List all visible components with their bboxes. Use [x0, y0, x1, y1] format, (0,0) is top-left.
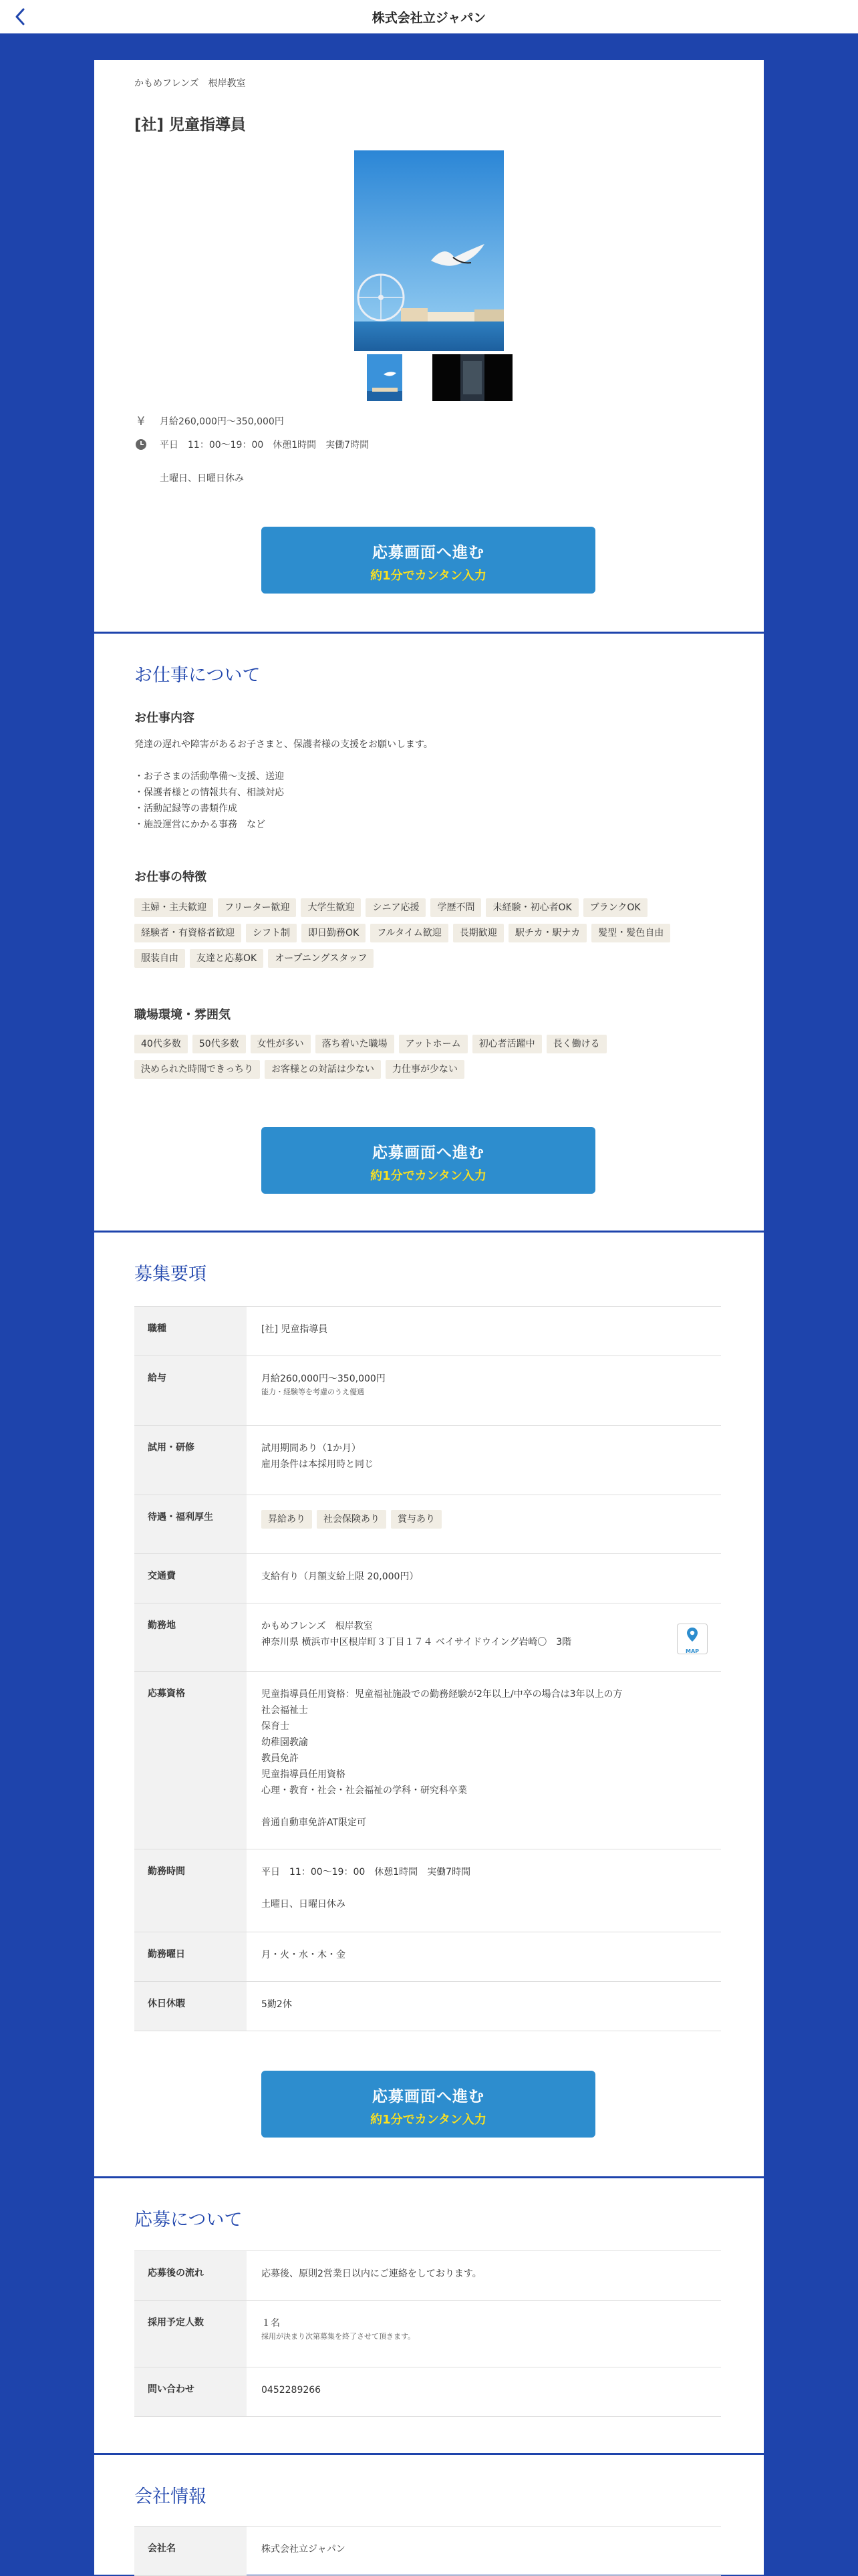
- row-value: 試用期間あり（1か月） 雇用条件は本採用時と同じ: [247, 1426, 721, 1495]
- apply-button[interactable]: [261, 2071, 595, 2138]
- apply-button-label: 応募画面へ進む: [372, 2088, 484, 2105]
- feature-tag: 即日勤務OK: [301, 924, 366, 942]
- clock-icon: [134, 438, 148, 451]
- salary-note: 能力・経験等を考慮のうえ優遇: [261, 1388, 364, 1396]
- application-table: [134, 2250, 721, 2417]
- row-label: 給与: [134, 1356, 247, 1426]
- feature-tag: 大学生歓迎: [301, 898, 361, 917]
- hiring-note: 採用が決まり次第募集を終了させて頂きます。: [261, 2332, 416, 2341]
- table-row: [134, 1307, 721, 1356]
- application-heading: 応募について: [134, 2210, 243, 2230]
- work-section: [94, 634, 764, 1231]
- table-row: [134, 1554, 721, 1603]
- top-bar: [0, 0, 858, 33]
- map-label: MAP: [685, 1648, 699, 1654]
- benefit-tag: 昇給あり: [261, 1510, 312, 1529]
- row-value: 応募後、原則2営業日以内にご連絡をしております。: [247, 2251, 721, 2301]
- row-value: 5勤2休: [247, 1982, 721, 2031]
- features-tags: [134, 898, 722, 968]
- row-value: 児童指導員任用資格：児童福祉施設での勤務経験が2年以上/中卒の場合は3年以上の方 社会福祉士 保育士 幼稚園教諭 教員免許 児童指導員任用資格 心理・教育・社会・社会福祉の学科・研究科卒業 普通自動車免許AT限定可: [247, 1672, 721, 1849]
- application-section: [94, 2178, 764, 2453]
- row-label: 応募後の流れ: [134, 2251, 247, 2301]
- feature-tag: ブランクOK: [583, 898, 648, 917]
- environment-tag: 力仕事が少ない: [386, 1060, 464, 1079]
- row-label: 試用・研修: [134, 1426, 247, 1495]
- table-row: [134, 2301, 721, 2367]
- table-row: [134, 1932, 721, 1982]
- feature-tag: 未経験・初心者OK: [486, 898, 578, 917]
- holiday-text: 土曜日、日曜日休み: [160, 473, 244, 484]
- apply-button-sublabel: 約1分でカンタン入力: [370, 1169, 486, 1183]
- map-button[interactable]: [677, 1624, 708, 1654]
- benefit-tag: 社会保険あり: [317, 1510, 386, 1529]
- job-summary-card: [94, 60, 764, 632]
- apply-button[interactable]: [261, 527, 595, 594]
- row-label: 交通費: [134, 1554, 247, 1603]
- thumbnail-2[interactable]: [432, 354, 513, 401]
- feature-tag: シフト制: [246, 924, 297, 942]
- main-photo: [354, 150, 504, 351]
- row-label: 採用予定人数: [134, 2301, 247, 2367]
- company-heading: 会社情報: [134, 2486, 206, 2507]
- row-label: 会社名: [134, 2527, 247, 2576]
- salary-text: 月給260,000円〜350,000円: [160, 416, 284, 427]
- hours-text: 平日 11：00〜19：00 休憩1時間 実働7時間: [160, 440, 370, 450]
- environment-tag: 決められた時間できっちり: [134, 1060, 260, 1079]
- breadcrumb: かもめフレンズ 根岸教室: [134, 78, 246, 89]
- feature-tag: 主婦・主夫歓迎: [134, 898, 213, 917]
- thumbnail-1[interactable]: [367, 354, 402, 401]
- row-value: [社] 児童指導員: [247, 1307, 721, 1356]
- feature-tag: シニア応援: [366, 898, 426, 917]
- apply-button[interactable]: [261, 1127, 595, 1194]
- table-row: [134, 1426, 721, 1495]
- salary-row: [134, 414, 284, 428]
- environment-tag: 初心者活躍中: [472, 1035, 542, 1053]
- feature-tag: フルタイム歓迎: [370, 924, 448, 942]
- apply-button-label: 応募画面へ進む: [372, 1144, 484, 1162]
- row-value: 株式会社立ジャパン: [247, 2527, 721, 2576]
- back-chevron-icon[interactable]: [9, 6, 31, 27]
- table-row: [134, 2527, 721, 2576]
- row-value: 平日 11：00〜19：00 休憩1時間 実働7時間 土曜日、日曜日休み: [247, 1849, 721, 1932]
- environment-tag: お客様との対話は少ない: [265, 1060, 381, 1079]
- row-label: 勤務時間: [134, 1849, 247, 1932]
- company-table: [134, 2526, 721, 2576]
- requirements-section: [94, 1233, 764, 2176]
- feature-tag: 髪型・髪色自由: [591, 924, 670, 942]
- environment-tag: アットホーム: [399, 1035, 468, 1053]
- row-label: 応募資格: [134, 1672, 247, 1849]
- row-label: 勤務曜日: [134, 1932, 247, 1982]
- environment-tag: 40代多数: [134, 1035, 188, 1053]
- feature-tag: オープニングスタッフ: [268, 949, 374, 968]
- feature-tag: 駅チカ・駅ナカ: [509, 924, 587, 942]
- work-heading: お仕事について: [134, 665, 261, 686]
- feature-tag: 服装自由: [134, 949, 185, 968]
- row-value: 支給有り（月額支給上限 20,000円）: [247, 1554, 721, 1603]
- benefit-tag: 賞与あり: [391, 1510, 442, 1529]
- row-label: 勤務地: [134, 1603, 247, 1672]
- row-value: 月・火・水・木・金: [247, 1932, 721, 1982]
- page-title: 株式会社立ジャパン: [372, 10, 486, 25]
- requirements-table: [134, 1306, 721, 2031]
- work-content-heading: お仕事内容: [134, 711, 194, 725]
- yen-icon: ¥: [137, 414, 145, 428]
- environment-heading: 職場環境・雰囲気: [134, 1008, 231, 1022]
- table-row: [134, 2251, 721, 2301]
- job-title: [社] 児童指導員: [134, 116, 247, 134]
- requirements-heading: 募集要項: [134, 1264, 206, 1285]
- row-label: 問い合わせ: [134, 2367, 247, 2417]
- table-row: [134, 1603, 721, 1672]
- row-value: １名 採用が決まり次第募集を終了させて頂きます。: [247, 2301, 721, 2367]
- environment-tag: 落ち着いた職場: [315, 1035, 394, 1053]
- apply-button-sublabel: 約1分でカンタン入力: [370, 2113, 486, 2127]
- environment-tags: [134, 1035, 722, 1079]
- work-content-text: 発達の遅れや障害があるお子さまと、保護者様の支援をお願いします。 ・お子さまの活動準備〜支援、送迎 ・保護者様との情報共有、相談対応 ・活動記録等の書類作成 ・施設運営にかかる事務 など: [134, 739, 433, 830]
- table-row: [134, 1982, 721, 2031]
- table-row: [134, 1356, 721, 1426]
- company-section: [94, 2455, 764, 2575]
- feature-tag: 長期歓迎: [453, 924, 504, 942]
- feature-tag: 学歴不問: [430, 898, 481, 917]
- apply-button-label: 応募画面へ進む: [372, 544, 484, 561]
- row-label: 休日休暇: [134, 1982, 247, 2031]
- feature-tag: フリーター歓迎: [218, 898, 296, 917]
- row-label: 職種: [134, 1307, 247, 1356]
- table-row: [134, 1672, 721, 1849]
- row-value: [247, 1495, 721, 1554]
- table-row: [134, 1495, 721, 1554]
- environment-tag: 長く働ける: [547, 1035, 607, 1053]
- feature-tag: 経験者・有資格者歓迎: [134, 924, 241, 942]
- features-heading: お仕事の特徴: [134, 870, 206, 884]
- row-label: 待遇・福利厚生: [134, 1495, 247, 1554]
- apply-button-sublabel: 約1分でカンタン入力: [370, 569, 486, 583]
- feature-tag: 友達と応募OK: [190, 949, 263, 968]
- table-row: [134, 2367, 721, 2417]
- environment-tag: 女性が多い: [251, 1035, 311, 1053]
- hours-row: [134, 438, 369, 451]
- row-value: 0452289266: [247, 2367, 721, 2417]
- row-value: 月給260,000円〜350,000円 能力・経験等を考慮のうえ優遇: [247, 1356, 721, 1426]
- table-row: [134, 1849, 721, 1932]
- map-pin-icon: [686, 1627, 699, 1643]
- row-value: かもめフレンズ 根岸教室 神奈川県 横浜市中区根岸町３丁目１７４ ベイサイドウイング岩崎〇 3階 MAP: [247, 1603, 721, 1672]
- environment-tag: 50代多数: [192, 1035, 246, 1053]
